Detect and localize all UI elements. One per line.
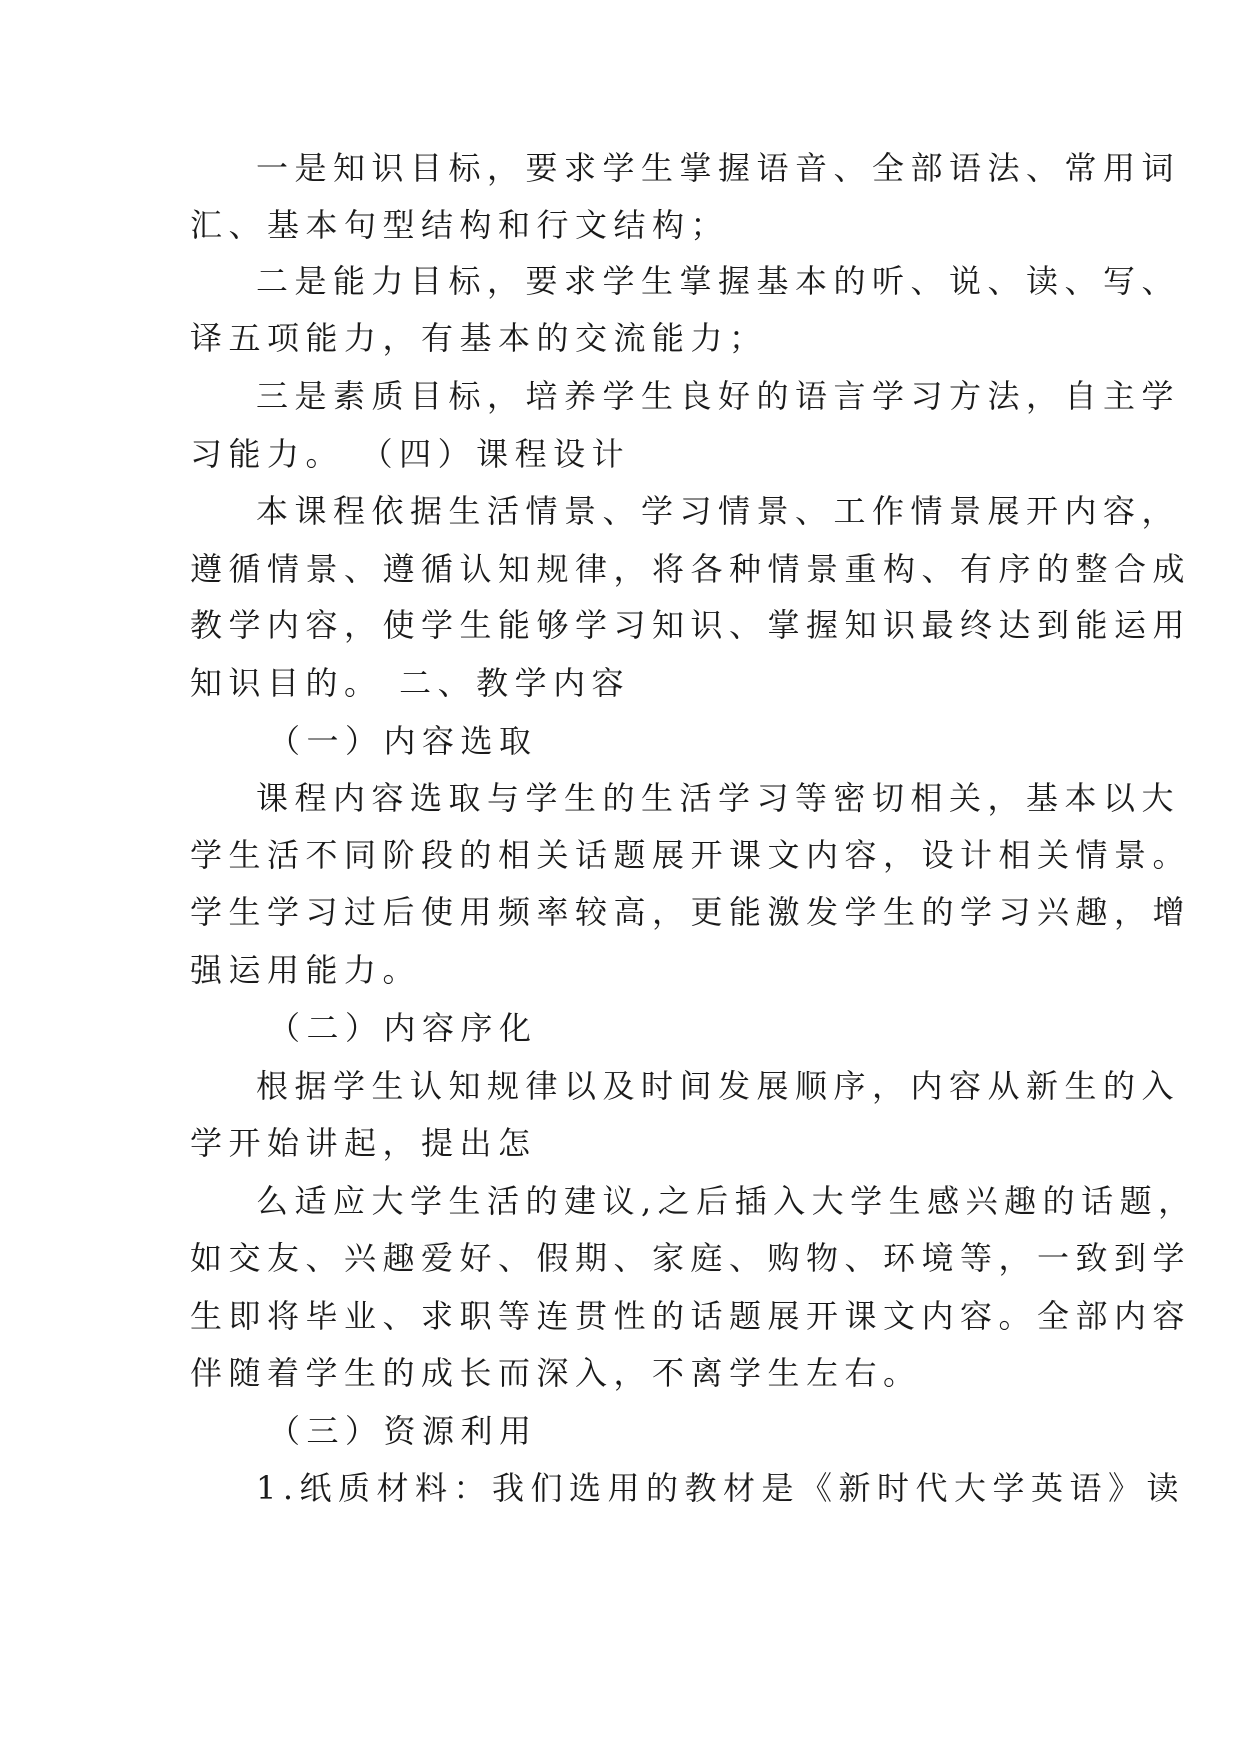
paragraph-line: 学生活不同阶段的相关话题展开课文内容，设计相关情景。: [190, 836, 1192, 874]
paragraph-line: 遵循情景、遵循认知规律，将各种情景重构、有序的整合成: [190, 550, 1192, 588]
paragraph-line: 如交友、兴趣爱好、假期、家庭、购物、环境等，一致到学: [190, 1239, 1192, 1277]
paragraph-line: 么适应大学生活的建议,之后插入大学生感兴趣的话题，: [256, 1182, 1197, 1220]
paragraph-line: 二是能力目标，要求学生掌握基本的听、说、读、写、: [256, 262, 1181, 300]
paragraph-line: 学开始讲起，提出怎: [190, 1124, 537, 1162]
paragraph-line: 学生学习过后使用频率较高，更能激发学生的学习兴趣，增: [190, 893, 1192, 931]
paragraph-line: 三是素质目标，培养学生良好的语言学习方法，自主学: [256, 377, 1181, 415]
section-heading: （二）内容序化: [268, 1009, 538, 1047]
paragraph-line: 一是知识目标，要求学生掌握语音、全部语法、常用词: [256, 149, 1181, 187]
paragraph-line: 译五项能力，有基本的交流能力；: [190, 319, 768, 357]
list-item: 1.纸质材料：我们选用的教材是《新时代大学英语》读: [256, 1469, 1186, 1507]
section-heading: （一）内容选取: [268, 722, 538, 760]
paragraph-line: 习能力。 （四）课程设计: [190, 435, 631, 473]
section-heading: （三）资源利用: [268, 1412, 538, 1450]
paragraph-line: 伴随着学生的成长而深入，不离学生左右。: [190, 1354, 922, 1392]
paragraph-line: 根据学生认知规律以及时间发展顺序，内容从新生的入: [256, 1067, 1181, 1105]
paragraph-line: 生即将毕业、求职等连贯性的话题展开课文内容。全部内容: [190, 1297, 1192, 1335]
paragraph-line: 课程内容选取与学生的生活学习等密切相关，基本以大: [256, 779, 1181, 817]
paragraph-line: 知识目的。 二、教学内容: [190, 664, 631, 702]
paragraph-line: 汇、基本句型结构和行文结构；: [190, 206, 730, 244]
paragraph-line: 强运用能力。: [190, 951, 422, 989]
paragraph-line: 本课程依据生活情景、学习情景、工作情景展开内容，: [256, 492, 1181, 530]
paragraph-line: 教学内容，使学生能够学习知识、掌握知识最终达到能运用: [190, 606, 1192, 644]
